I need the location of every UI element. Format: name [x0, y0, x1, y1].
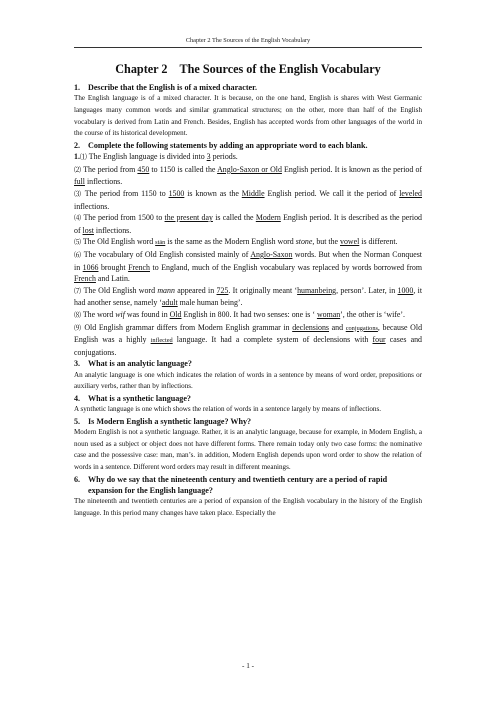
item-marker: ⑷ — [74, 214, 82, 223]
item-text: Old English grammar differs from Modern English grammar in — [81, 322, 293, 332]
answer-blank: French — [128, 262, 150, 272]
answer-blank: 1066 — [82, 262, 99, 272]
item-text: appeared in — [174, 285, 217, 295]
answer-blank: 3 — [206, 152, 211, 162]
answer-blank: vowel — [340, 237, 360, 247]
item-marker: ⑴ — [79, 153, 87, 162]
question-text: Is Modern English a synthetic language? Why? — [88, 416, 252, 426]
item-text: words. But when the Norman Conquest in — [74, 249, 423, 272]
question-text: What is an analytic language? — [88, 359, 192, 369]
answer-blank: the present day — [164, 213, 213, 223]
item-text: The period from — [81, 164, 138, 174]
answer-blank: Old — [169, 309, 182, 319]
answer-blank: adult — [161, 298, 178, 308]
answer-blank: inflected — [150, 337, 173, 345]
answer-blank: conjugations — [345, 324, 378, 332]
answer-blank: 450 — [137, 164, 150, 174]
answer-3: An analytic language is one which indicates the relation of words in a sentence by means of word order, prepositions or auxiliary verbs, rather than by inflections. — [74, 370, 422, 391]
blank-item-1 — [74, 151, 422, 164]
answer-blank: full — [74, 177, 85, 187]
question-3 — [74, 358, 422, 369]
item-text: male human being’. — [177, 298, 243, 308]
item-marker: ⑼ — [74, 323, 82, 332]
blank-item-9 — [74, 322, 422, 359]
item-text: The period from 1150 to — [81, 188, 169, 198]
answer-blank: Anglo-Saxon — [250, 249, 293, 259]
item-text: The Old English word — [81, 285, 158, 295]
item-text: , because Old English was a highly — [74, 322, 423, 345]
page-number: - 1 - — [242, 662, 254, 670]
answer-blank: Modern — [255, 213, 281, 223]
item-text: , but the — [312, 237, 340, 247]
question-text: Why do we say that the nineteenth century and twentieth century are a period of rapid expansion for the English language? — [88, 474, 388, 496]
question-1 — [74, 82, 422, 93]
answer-blank: woman — [316, 309, 341, 319]
item-text: and Latin. — [95, 274, 130, 284]
answer-blank: four — [372, 335, 386, 345]
item-text: , it had another sense, namely ‘ — [74, 285, 423, 308]
blank-item-4 — [74, 212, 422, 236]
item-marker: ⑹ — [74, 250, 82, 259]
question-number: 1. — [74, 83, 81, 92]
question-2 — [74, 140, 422, 151]
item-marker: ⑶ — [74, 189, 82, 198]
question-number: 2. — [74, 140, 81, 150]
question-number: 5. — [74, 416, 81, 426]
item-text: brought — [98, 262, 129, 272]
answer-blank: lost — [82, 225, 94, 235]
answer-blank: stān — [155, 239, 166, 247]
item-text: language. It had a complete system of declensions with — [172, 335, 373, 345]
italic-word: mann — [157, 285, 175, 295]
question-text: What is a synthetic language? — [88, 393, 191, 403]
question-text: Complete the following statements by adding an appropriate word to each blank. — [88, 140, 368, 150]
question-6 — [74, 474, 422, 497]
question-4 — [74, 393, 422, 404]
item-text: The Old English word — [81, 237, 156, 247]
item-lead: 1. — [74, 152, 80, 162]
chapter-number: Chapter 2 — [115, 62, 168, 76]
running-header: Chapter 2 The Sources of the English Vocabulary — [185, 37, 311, 44]
item-text: inflections. — [93, 225, 132, 235]
item-text: periods. — [210, 152, 238, 162]
question-text: Describe that the English is of a mixed character. — [88, 83, 257, 92]
answer-5: Modern English is not a synthetic language. Rather, it is an analytic language, because for example, in Modern English, a noun used as a subject or object does not have different forms. There remain today only two case forms: the nominative case and the possessive case: man, man’s. in addition, Modern English depends upon word order to show the relation of words in a sentence. Different word orders may result in different meanings. — [74, 428, 422, 472]
item-text: is called the — [212, 213, 256, 223]
answer-6: The nineteenth and twentieth centuries are a period of expansion of the English vocabulary in the history of the English language. In this period many changes have taken place. Especially the — [74, 497, 422, 518]
answer-blank: leveled — [399, 188, 422, 198]
answer-blank: 725 — [216, 285, 229, 295]
item-text: The English language is divided into — [86, 152, 207, 162]
answer-1: The English language is of a mixed character. It is because, on the one hand, English is shares with West Germanic languages many common words and similar grammatical structures; on the other, more than half of the English vocabulary is derived from Latin and French. Besides, English has accepted words from other languages of the world in the course of its historical development. — [74, 94, 422, 138]
item-text: English period. It is known as the period of — [281, 164, 423, 174]
blank-item-3 — [74, 188, 422, 212]
item-text: cases and conjugations. — [74, 335, 422, 357]
item-text: English period. We call it the period of — [264, 188, 400, 198]
item-text: The vocabulary of Old English consisted mainly of — [81, 249, 251, 259]
answer-blank: 1500 — [168, 188, 185, 198]
answer-blank: 1000 — [397, 285, 414, 295]
answer-blank: French — [74, 274, 96, 284]
blank-item-6 — [74, 249, 422, 285]
question-5 — [74, 416, 422, 427]
question-number: 3. — [74, 359, 81, 369]
answer-4: A synthetic language is one which shows the relation of words in a sentence largely by means of inflections. — [74, 405, 381, 414]
item-text: ’, the other is ‘wife’. — [340, 309, 406, 319]
item-text: English in 800. It had two senses: one is ‘ — [181, 309, 317, 319]
italic-word: wif — [115, 309, 125, 319]
item-text: is the same as the Modern English word — [165, 237, 296, 247]
page-content — [74, 62, 422, 520]
question-number: 4. — [74, 393, 81, 403]
answer-blank: humanbeing — [297, 285, 337, 295]
blank-item-7 — [74, 285, 422, 309]
item-text: The word — [81, 309, 116, 319]
italic-word: stone — [295, 237, 313, 247]
item-marker: ⑸ — [74, 238, 81, 247]
question-number: 6. — [74, 474, 81, 484]
header-rule — [74, 47, 422, 48]
item-text: , person’. Later, in — [336, 285, 398, 295]
item-text: is different. — [359, 237, 398, 247]
item-marker: ⑵ — [74, 165, 82, 174]
chapter-title — [74, 62, 422, 77]
item-marker: ⑻ — [74, 310, 81, 319]
answer-blank: declensions — [292, 322, 330, 332]
item-text: to England, much of the English vocabulary was replaced by words borrowed from — [150, 262, 422, 272]
blank-item-2 — [74, 164, 422, 188]
item-text: . It originally meant ‘ — [228, 285, 298, 295]
item-text: English period. It is described as the period of — [74, 213, 422, 235]
item-text: The period from 1500 to — [81, 213, 165, 223]
item-marker: ⑺ — [74, 286, 82, 295]
item-text: is known as the — [184, 188, 242, 198]
answer-blank: Anglo-Saxon or Old — [217, 164, 282, 174]
item-text: inflections. — [84, 177, 123, 187]
item-text: was found in — [124, 309, 170, 319]
chapter-name: The Sources of the English Vocabulary — [179, 62, 381, 76]
item-text: to 1150 is called the — [149, 164, 218, 174]
item-text: inflections. — [74, 201, 110, 211]
item-text: and — [329, 322, 346, 332]
blank-item-5 — [74, 236, 422, 249]
blank-item-8 — [74, 309, 422, 322]
answer-blank: Middle — [241, 188, 265, 198]
